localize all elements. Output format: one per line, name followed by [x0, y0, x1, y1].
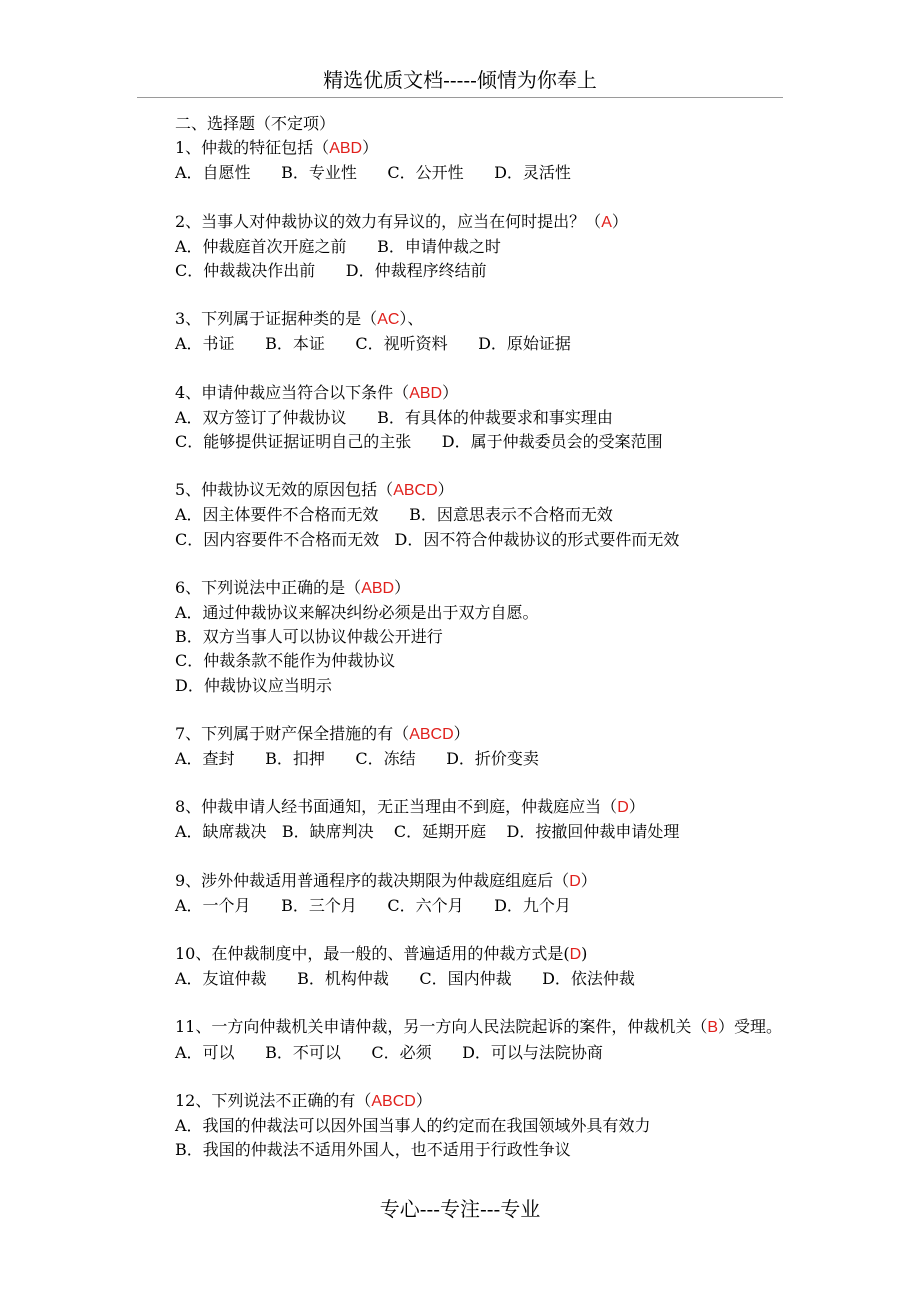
stem-text-end: ）	[394, 577, 411, 597]
stem-text: 3、下列属于证据种类的是（	[175, 309, 378, 329]
option-line: A．书证 B．本证 C．视听资料 D．原始证据	[175, 334, 571, 354]
stem-text-end: )	[581, 944, 588, 964]
option-line: A．可以 B．不可以 C．必须 D．可以与法院协商	[175, 1042, 603, 1062]
question-7	[175, 722, 785, 771]
question-10	[175, 942, 785, 991]
option-line: A．友谊仲裁 B．机构仲裁 C．国内仲裁 D．依法仲裁	[175, 969, 635, 989]
page-footer: 专心---专注---专业	[379, 1197, 541, 1221]
answer-key: D	[569, 946, 582, 964]
stem-text-end: ）	[362, 138, 379, 158]
question-stem	[175, 722, 785, 747]
option-line: A．我国的仲裁法可以因外国当事人的约定而在我国领域外具有效力	[175, 1116, 651, 1136]
question-stem	[175, 136, 785, 161]
option-line: D．仲裁协议应当明示	[175, 675, 332, 695]
stem-text: 5、仲裁协议无效的原因包括（	[175, 480, 394, 500]
option-line: B．我国的仲裁法不适用外国人，也不适用于行政性争议	[175, 1140, 571, 1160]
stem-text-end: ）	[437, 480, 454, 500]
stem-text: 6、下列说法中正确的是（	[175, 577, 362, 597]
option-line: A．双方签订了仲裁协议 B．有具体的仲裁要求和事实理由	[175, 407, 613, 427]
option-line: A．缺席裁决 B．缺席判决 C．延期开庭 D．按撤回仲裁申请处理	[175, 822, 680, 842]
question-stem	[175, 576, 785, 601]
answer-key: ABD	[361, 579, 395, 597]
stem-text-end: ）	[611, 211, 628, 231]
question-stem	[175, 307, 785, 332]
option-line: C．因内容要件不合格而无效 D．因不符合仲裁协议的形式要件而无效	[175, 529, 680, 549]
option-line: C．仲裁裁决作出前 D．仲裁程序终结前	[175, 261, 487, 281]
answer-key: B	[707, 1019, 719, 1037]
question-4	[175, 381, 785, 455]
stem-text: 1、仲裁的特征包括（	[175, 138, 330, 158]
question-11	[175, 1015, 785, 1064]
answer-key: ABD	[329, 140, 363, 158]
stem-text: 7、下列属于财产保全措施的有（	[175, 723, 410, 743]
header-rule	[137, 97, 783, 98]
document-body	[175, 112, 785, 1187]
section-title: 二、选择题（不定项）	[175, 114, 336, 133]
answer-key: ABCD	[371, 1092, 416, 1110]
stem-text: 10、在仲裁制度中，最一般的、普遍适用的仲裁方式是(	[175, 944, 570, 964]
question-stem	[175, 795, 785, 820]
question-9	[175, 869, 785, 918]
question-stem	[175, 210, 785, 235]
question-3	[175, 307, 785, 356]
stem-text-end: ）	[453, 723, 470, 743]
question-stem	[175, 1089, 785, 1114]
question-5	[175, 478, 785, 552]
question-stem	[175, 869, 785, 894]
option-line: C．仲裁条款不能作为仲裁协议	[175, 651, 396, 671]
stem-text-end: ）	[580, 870, 597, 890]
question-stem	[147, 1015, 785, 1040]
stem-text: 9、涉外仲裁适用普通程序的裁决期限为仲裁庭组庭后（	[175, 870, 570, 890]
answer-key: D	[569, 872, 581, 890]
answer-key: ABCD	[409, 725, 454, 743]
stem-text: 4、申请仲裁应当符合以下条件（	[175, 382, 410, 402]
question-8	[175, 795, 785, 844]
stem-text-end: ）、	[399, 309, 424, 329]
stem-text-end: ）受理。	[718, 1017, 783, 1037]
question-1	[175, 136, 785, 185]
option-line: A．查封 B．扣押 C．冻结 D．折价变卖	[175, 749, 539, 769]
answer-key: ABCD	[393, 482, 438, 500]
option-line: A．通过仲裁协议来解决纠纷必须是出于双方自愿。	[175, 603, 539, 623]
answer-key: A	[601, 213, 612, 231]
question-stem	[175, 478, 785, 503]
stem-text-end: ）	[628, 797, 645, 817]
stem-text-end: ）	[415, 1090, 432, 1110]
option-line: C．能够提供证据证明自己的主张 D．属于仲裁委员会的受案范围	[175, 432, 663, 452]
option-line: B．双方当事人可以协议仲裁公开进行	[175, 627, 443, 647]
question-12	[175, 1089, 785, 1163]
question-6	[175, 576, 785, 698]
stem-text: 8、仲裁申请人经书面通知，无正当理由不到庭，仲裁庭应当（	[175, 797, 618, 817]
answer-key: AC	[377, 311, 400, 329]
page-header: 精选优质文档-----倾情为你奉上	[323, 68, 597, 92]
option-line: A．因主体要件不合格而无效 B．因意思表示不合格而无效	[175, 505, 613, 525]
question-stem	[175, 942, 785, 967]
option-line: A．一个月 B．三个月 C．六个月 D．九个月	[175, 895, 571, 915]
stem-text: 12、下列说法不正确的有（	[175, 1090, 372, 1110]
answer-key: D	[617, 799, 629, 817]
option-line: A．自愿性 B．专业性 C．公开性 D．灵活性	[175, 163, 571, 183]
option-line: A．仲裁庭首次开庭之前 B．申请仲裁之时	[175, 236, 501, 256]
stem-text: 2、当事人对仲裁协议的效力有异议的，应当在何时提出？（	[175, 211, 602, 231]
question-list	[175, 136, 785, 1162]
question-stem	[175, 381, 785, 406]
stem-text: 11、一方向仲裁机关申请仲裁，另一方向人民法院起诉的案件，仲裁机关（	[175, 1017, 708, 1037]
answer-key: ABD	[409, 384, 443, 402]
question-2	[175, 210, 785, 284]
stem-text-end: ）	[442, 382, 459, 402]
